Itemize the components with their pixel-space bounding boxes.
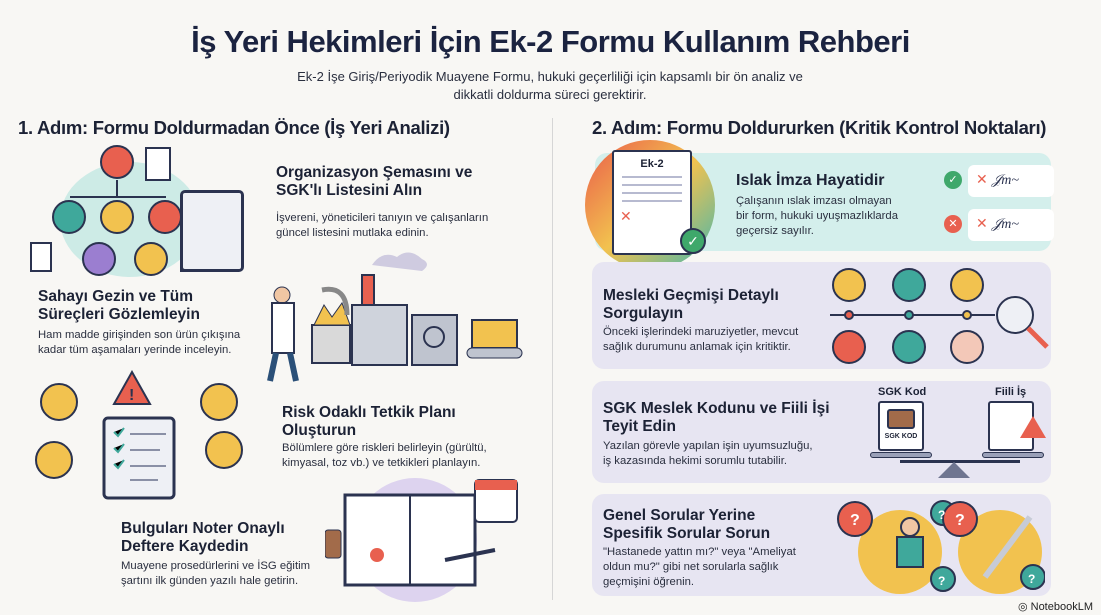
step2-heading: 2. Adım: Formu Doldururken (Kritik Kontrol Noktaları) xyxy=(592,117,1047,138)
svg-text:?: ? xyxy=(938,574,946,588)
questions-illustration xyxy=(835,497,1045,597)
page-subtitle: Ek-2 İşe Giriş/Periyodik Muayene Formu, hukuki geçerliliği için kapsamlı bir ön analiz ve dikkatli doldurma süreci gerektirir. xyxy=(297,69,803,102)
svg-text:?: ? xyxy=(850,512,860,529)
notary-book-illustration xyxy=(325,475,525,605)
item-title: Bulguları Noter Onaylı Deftere Kaydedin xyxy=(121,520,285,555)
card-title: Islak İmza Hayatidir xyxy=(736,172,885,189)
card-desc: "Hastanede yattın mı?" veya "Ameliyat oldun mu?" gibi net sorularla sağlık geçmişini öğrenin. xyxy=(603,546,796,588)
card-desc: Yazılan görevle yapılan işin uyumsuzluğu, iş kazasında hekimi sorumlu tutabilir. xyxy=(603,440,813,467)
invalid-x-icon: ✕ xyxy=(944,215,962,233)
page-title: İş Yeri Hekimleri İçin Ek-2 Formu Kullanım Rehberi xyxy=(191,24,910,59)
tablet-icon xyxy=(180,190,244,272)
item-title: Organizasyon Şemasını ve SGK'lı Listesini Alın xyxy=(276,164,473,199)
balance-scale-icon: SGK Kod Fiili İş SGK KOD xyxy=(870,386,1050,478)
card-title: SGK Meslek Kodunu ve Fiili İşi Teyit Edin xyxy=(603,400,830,435)
card-desc: Çalışanın ıslak imzası olmayan bir form, hukuki uyuşmazlıklarda geçersiz sayılır. xyxy=(736,195,898,237)
svg-text:?: ? xyxy=(938,508,946,522)
svg-text:?: ? xyxy=(1028,572,1036,586)
divider xyxy=(552,118,553,600)
card-title: Genel Sorular Yerine Spesifik Sorular Sorun xyxy=(603,507,771,542)
check-icon: ✓ xyxy=(680,228,706,254)
svg-text:!: ! xyxy=(129,387,135,404)
invalid-signature-icon: ✕ 𝒥m~ xyxy=(968,209,1054,241)
occupational-timeline-icon xyxy=(825,265,1055,370)
step1-heading: 1. Adım: Formu Doldurmadan Önce (İş Yeri Analizi) xyxy=(18,117,450,138)
svg-text:?: ? xyxy=(955,512,965,529)
factory-process-illustration xyxy=(262,245,532,385)
risk-checklist-illustration xyxy=(34,370,244,500)
item-title: Risk Odaklı Tetkik Planı Oluşturun xyxy=(282,404,456,439)
item-desc: Ham madde girişinden son ürün çıkışına kadar tüm aşamaları yerinde inceleyin. xyxy=(38,329,241,356)
valid-signature-icon: ✕ 𝒥m~ xyxy=(968,165,1054,197)
item-desc: Bölümlere göre riskleri belirleyin (gürültü, kimyasal, toz vb.) ve tetkikleri planlayın. xyxy=(282,442,487,469)
notebooklm-brand: ◎ NotebookLM xyxy=(1017,601,1093,613)
valid-check-icon: ✓ xyxy=(944,171,962,189)
item-desc: Muayene prosedürlerini ve İSG eğitim şartını ilk günden yazılı hale getirin. xyxy=(121,560,310,587)
org-chart-illustration xyxy=(30,142,250,277)
item-desc: İşvereni, yöneticileri tanıyın ve çalışanların güncel listesini mutlaka edinin. xyxy=(276,212,489,239)
ek2-form-icon: Ek-2 ✕ xyxy=(612,150,692,255)
item-title: Sahayı Gezin ve Tüm Süreçleri Gözlemleyin xyxy=(38,288,200,323)
card-title: Mesleki Geçmişi Detaylı Sorgulayın xyxy=(603,287,779,322)
card-desc: Önceki işlerindeki maruziyetler, mevcut sağlık durumunu anlamak için kritiktir. xyxy=(603,326,799,353)
